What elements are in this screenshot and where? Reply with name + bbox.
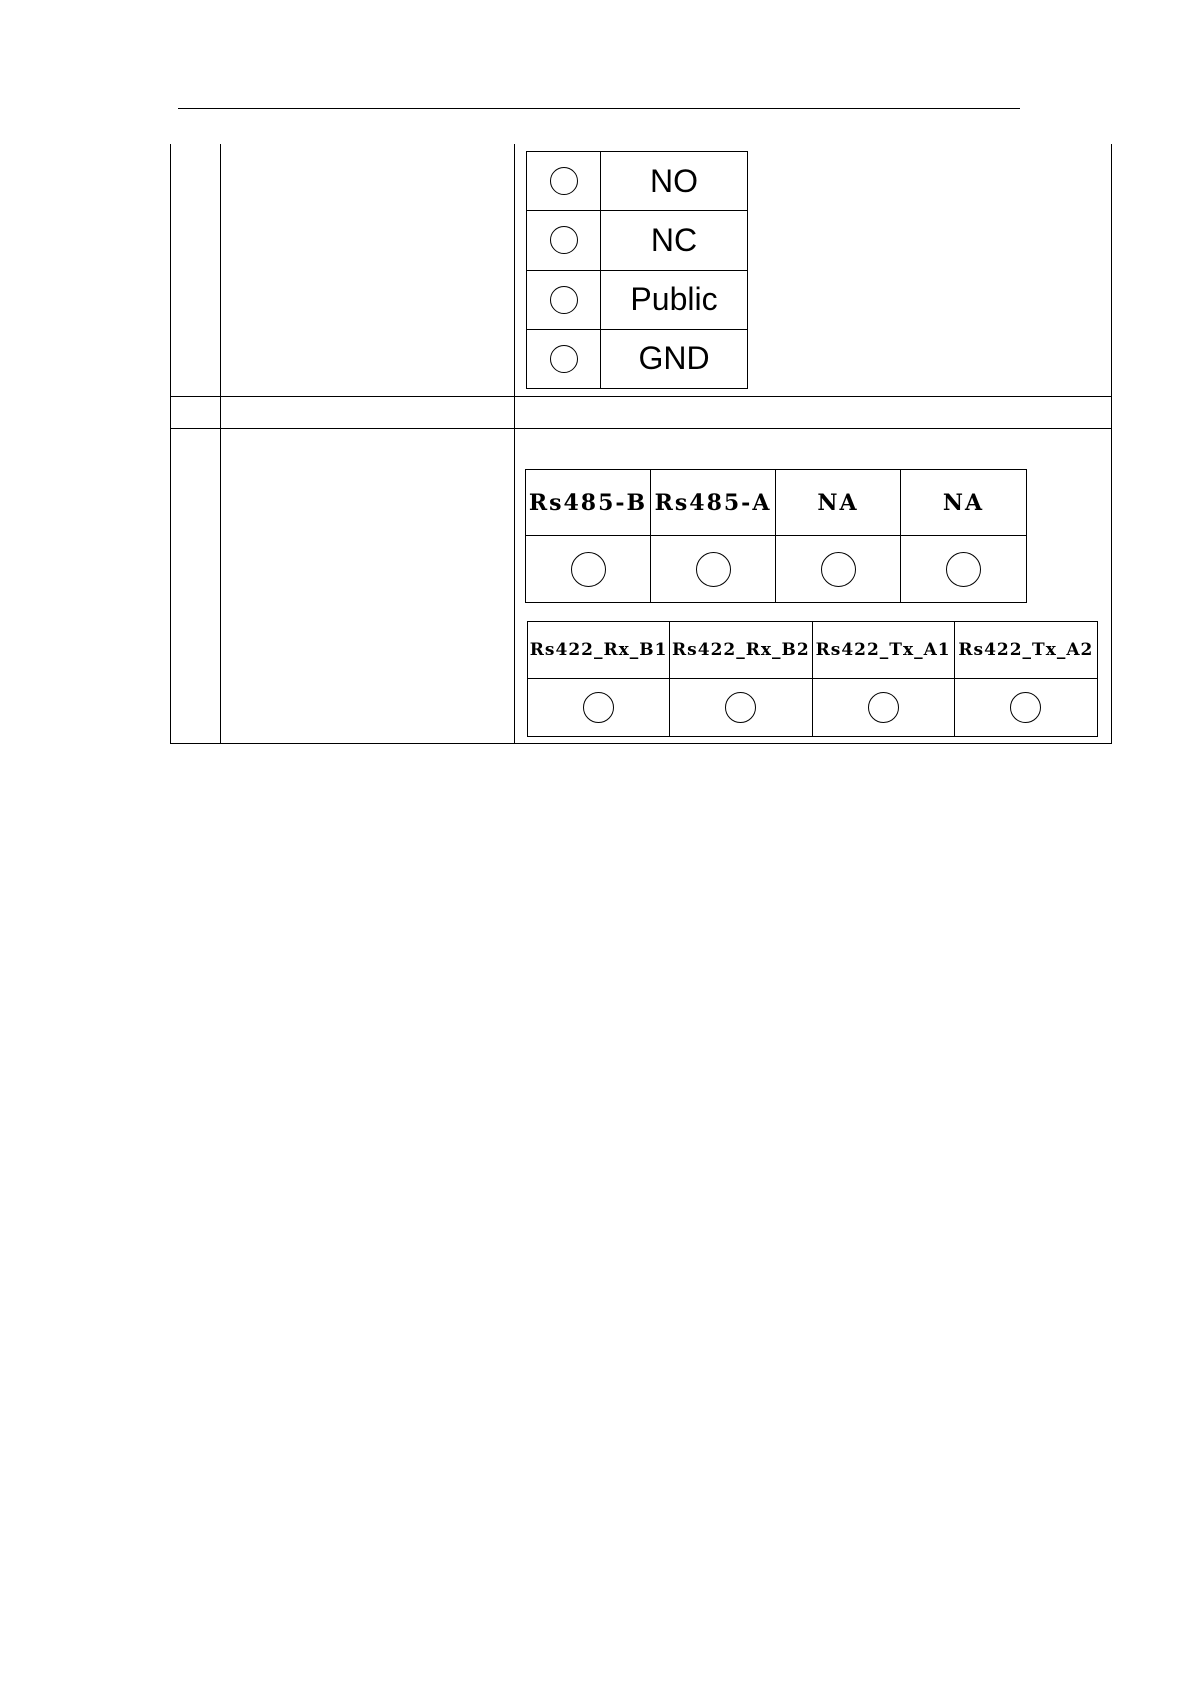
terminal-row	[527, 330, 747, 388]
terminal-screw-icon	[946, 552, 981, 587]
terminal-cell	[527, 211, 601, 269]
terminal-cell	[776, 536, 901, 602]
terminal-cell	[901, 470, 1026, 536]
terminal-screw-icon	[550, 226, 578, 254]
table-row-line-2	[170, 428, 1112, 429]
terminal-label-rs422-rx-b2: Rs422_Rx_B2	[672, 640, 810, 660]
terminal-label-gnd: GND	[638, 340, 710, 377]
terminal-label-rs422-rx-b1: Rs422_Rx_B1	[529, 640, 668, 660]
terminal-label-nc: NC	[650, 221, 698, 258]
table-divider-2	[514, 144, 515, 744]
terminal-label-rs485-b: Rs485-B	[528, 489, 648, 516]
terminal-cell	[776, 470, 901, 536]
terminal-cell	[526, 470, 651, 536]
table-border-bottom	[170, 743, 1112, 744]
terminal-cell	[813, 622, 955, 679]
terminal-cell	[955, 679, 1097, 736]
table-divider-1	[220, 144, 221, 744]
terminal-label-na-1: NA	[817, 489, 859, 516]
terminal-cell	[527, 271, 601, 329]
terminal-cell	[528, 679, 670, 736]
terminal-cell	[527, 152, 601, 210]
table-row-line-1	[170, 396, 1112, 397]
terminal-screw-icon	[550, 345, 578, 373]
terminal-row	[527, 271, 747, 330]
terminal-cell	[651, 536, 776, 602]
terminal-label-na-2: NA	[942, 489, 985, 516]
terminal-row	[527, 211, 747, 270]
terminal-label-no: NO	[650, 162, 698, 199]
terminal-screw-icon	[725, 692, 756, 723]
header-rule	[178, 108, 1020, 109]
terminal-cell	[813, 679, 955, 736]
terminal-screw-icon	[1010, 692, 1041, 723]
terminal-screw-icon	[696, 552, 731, 587]
terminal-screw-icon	[550, 167, 578, 195]
terminal-cell	[670, 679, 812, 736]
rs422-terminal-block	[527, 621, 1098, 737]
terminal-screw-icon	[868, 692, 899, 723]
terminal-screw-icon	[550, 286, 578, 314]
rs485-terminal-block	[525, 469, 1027, 603]
terminal-label-rs422-tx-a2: Rs422_Tx_A2	[958, 640, 1094, 660]
terminal-cell	[528, 622, 670, 679]
terminal-row	[527, 152, 747, 211]
terminal-cell	[526, 536, 651, 602]
terminal-label-public: Public	[630, 281, 718, 318]
terminal-cell	[955, 622, 1097, 679]
relay-terminal-block	[526, 151, 748, 389]
terminal-screw-icon	[821, 552, 856, 587]
terminal-cell	[651, 470, 776, 536]
table-border-left	[170, 144, 171, 744]
terminal-cell	[527, 330, 601, 388]
terminal-label-rs485-a: Rs485-A	[654, 489, 772, 516]
terminal-screw-icon	[571, 552, 606, 587]
terminal-cell	[901, 536, 1026, 602]
terminal-label-rs422-tx-a1: Rs422_Tx_A1	[815, 640, 951, 660]
table-border-right	[1111, 144, 1112, 744]
terminal-screw-icon	[583, 692, 614, 723]
terminal-cell	[670, 622, 812, 679]
